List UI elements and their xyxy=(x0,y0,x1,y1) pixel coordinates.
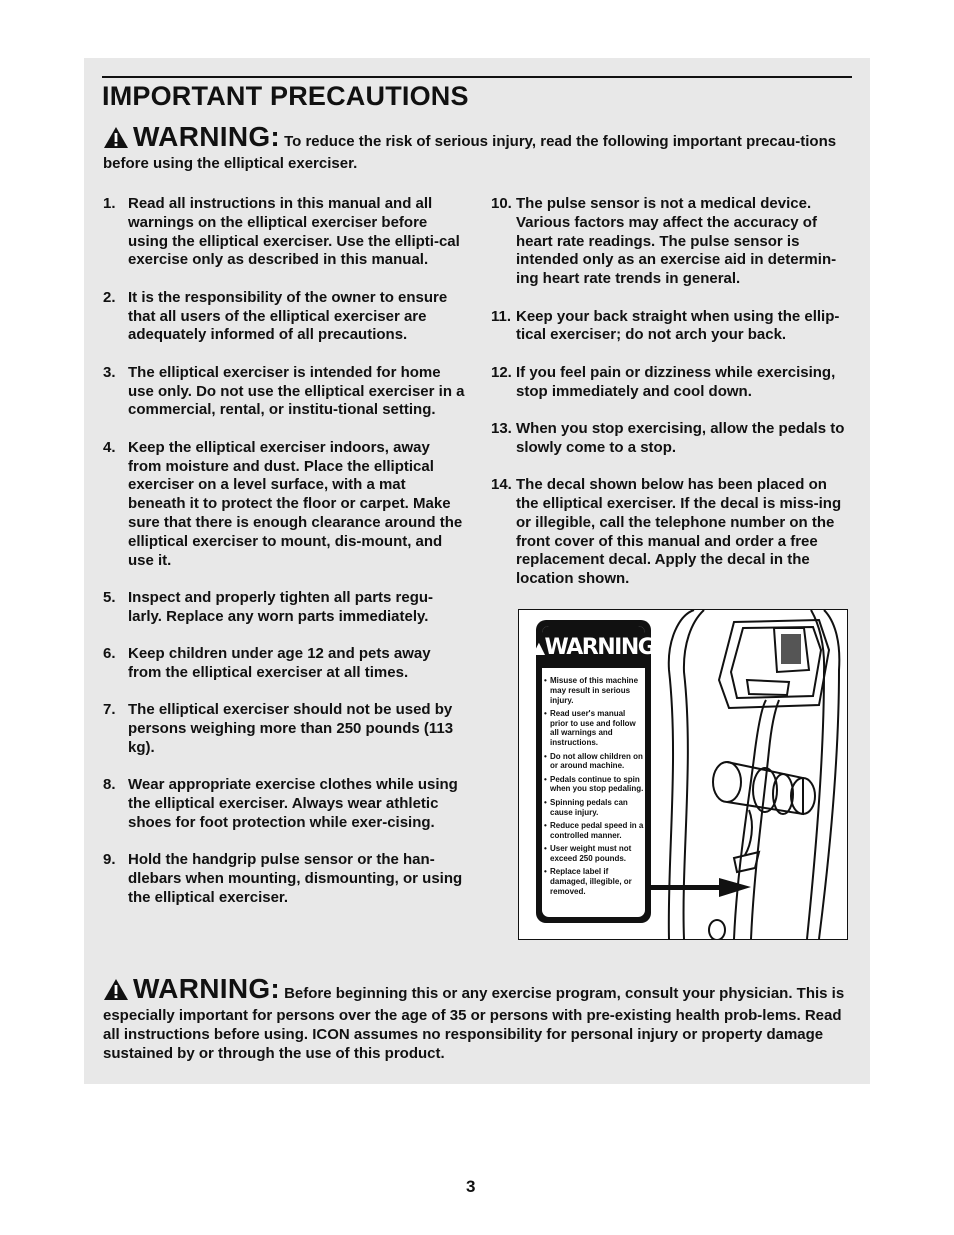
list-item xyxy=(103,645,465,683)
decal-bullet-text: Misuse of this machine may result in serious injury. xyxy=(550,676,639,705)
warning-decal xyxy=(532,620,655,923)
item-text: If you feel pain or dizziness while exercising, stop immediately and cool down. xyxy=(516,363,836,400)
item-text: Keep children under age 12 and pets away from the elliptical exerciser at all times. xyxy=(128,645,431,681)
item-text: Hold the handgrip pulse sensor or the han-dlebars when mounting, dismounting, or using the elliptical exerciser. xyxy=(128,851,463,906)
warning-bottom-text: Before beginning this or any exercise program, consult your physician. This is especially important for persons over the age of 35 or persons with pre-existing health prob-lems. Read all instructions before using. ICON assumes no responsibility for personal injury or property damage sustained by or through the use of this product. xyxy=(103,985,845,1062)
precautions-list-right xyxy=(491,195,853,608)
precautions-list-left xyxy=(103,195,465,926)
warning-bottom xyxy=(103,973,853,1063)
item-number: 2. xyxy=(103,288,116,306)
decal-bullet-text: User weight must not exceed 250 pounds. xyxy=(550,843,632,863)
list-item: • Replace label if damaged, illegible, or removed. xyxy=(544,867,644,896)
list-item: • Read user's manual prior to use and follow all warnings and instructions. xyxy=(544,709,644,748)
item-text: It is the responsibility of the owner to ensure that all users of the elliptical exerciser are adequately informed of all precautions. xyxy=(128,288,448,344)
list-item xyxy=(103,701,465,757)
list-item xyxy=(491,364,853,402)
page-number: 3 xyxy=(466,1177,476,1196)
item-text: The elliptical exerciser is intended for home use only. Do not use the elliptical exerciser in a commercial, rental, or institu-tional setting. xyxy=(128,363,465,419)
list-item: • Reduce pedal speed in a controlled manner. xyxy=(544,820,644,840)
item-number: 4. xyxy=(103,438,116,456)
item-text: Keep the elliptical exerciser indoors, away from moisture and dust. Place the elliptical exerciser on a level surface, with a mat beneath it to protect the floor or carpet. Make sure that there is enough clearance around the elliptical exerciser to mount, dis-mount, and use it. xyxy=(128,438,463,569)
list-item xyxy=(491,308,853,346)
item-number: 9. xyxy=(103,851,116,869)
item-text: The elliptical exerciser should not be used by persons weighing more than 250 pounds (113 kg). xyxy=(128,701,454,756)
title-rule xyxy=(102,76,852,78)
list-item xyxy=(491,195,853,289)
item-number: 3. xyxy=(103,363,116,381)
item-number: 14. xyxy=(491,476,512,494)
item-number: 11. xyxy=(491,307,512,325)
list-item xyxy=(103,851,465,907)
warning-triangle-icon: ▲ xyxy=(532,637,544,657)
decal-bullet-text: Replace label if damaged, illegible, or removed. xyxy=(550,867,632,896)
warning-decal-body xyxy=(532,626,655,917)
list-item xyxy=(103,289,465,345)
item-text: Wear appropriate exercise clothes while using the elliptical exerciser. Always wear athletic shoes for foot protection while exer-cising. xyxy=(128,776,458,831)
item-text: Inspect and properly tighten all parts regu-larly. Replace any worn parts immediately. xyxy=(128,588,434,625)
decal-heading xyxy=(532,626,655,668)
warning-top xyxy=(103,121,853,173)
decal-bullet-text: Reduce pedal speed in a controlled manner. xyxy=(550,820,644,840)
list-item: • Pedals continue to spin when you stop pedaling. xyxy=(544,774,644,794)
decal-illustration xyxy=(518,609,848,940)
decal-bullet-text: Spinning pedals can cause injury. xyxy=(550,797,628,817)
item-text: When you stop exercising, allow the pedals to slowly come to a stop. xyxy=(516,419,845,456)
list-item xyxy=(103,195,465,270)
item-number: 1. xyxy=(103,195,116,212)
item-number: 12. xyxy=(491,363,512,381)
list-item xyxy=(491,420,853,458)
warning-top-text: To reduce the risk of serious injury, read the following important precau-tions before using the elliptical exerciser. xyxy=(103,133,837,172)
decal-bullet-text: Pedals continue to spin when you stop pedaling. xyxy=(550,774,644,794)
list-item: • Spinning pedals can cause injury. xyxy=(544,798,644,818)
list-item xyxy=(103,439,465,571)
warning-bottom-label: WARNING: xyxy=(133,973,281,1004)
item-number: 10. xyxy=(491,195,512,212)
item-number: 8. xyxy=(103,776,116,794)
warning-triangle-icon xyxy=(103,126,129,154)
list-item xyxy=(103,776,465,832)
list-item: • Do not allow children on or around machine. xyxy=(544,751,643,771)
item-number: 7. xyxy=(103,701,116,719)
item-number: 13. xyxy=(491,419,512,437)
decal-heading-text: WARNING xyxy=(544,634,655,660)
decal-bullet-text: Do not allow children on or around machine. xyxy=(550,751,643,771)
item-text: Read all instructions in this manual and all warnings on the elliptical exerciser before using the elliptical exerciser. Use the ellipti-cal exercise only as described in this manual. xyxy=(128,195,460,269)
list-item: • User weight must not exceed 250 pounds. xyxy=(544,844,644,864)
item-text: The pulse sensor is not a medical device. Various factors may affect the accuracy of heart rate readings. The pulse sensor is intended only as an exercise aid in determin-ing heart rate trends in general. xyxy=(516,195,837,288)
warning-top-label: WARNING: xyxy=(133,121,281,152)
decal-bullet-text: Read user's manual prior to use and follow all warnings and instructions. xyxy=(550,708,636,748)
list-item xyxy=(103,589,465,627)
decal-bullet-list xyxy=(544,676,644,900)
list-item xyxy=(491,476,853,589)
item-number: 5. xyxy=(103,588,116,606)
warning-triangle-icon xyxy=(103,978,129,1006)
list-item: • Misuse of this machine may result in serious injury. xyxy=(544,676,644,705)
page-title: IMPORTANT PRECAUTIONS xyxy=(102,81,469,111)
item-text: The decal shown below has been placed on the elliptical exerciser. If the decal is miss-ing or illegible, call the telephone number on the front cover of this manual and order a free replacement decal. Apply the decal in the location shown. xyxy=(516,476,842,588)
list-item xyxy=(103,364,465,420)
item-text: Keep your back straight when using the ellip-tical exerciser; do not arch your back. xyxy=(516,307,840,344)
item-number: 6. xyxy=(103,645,116,663)
